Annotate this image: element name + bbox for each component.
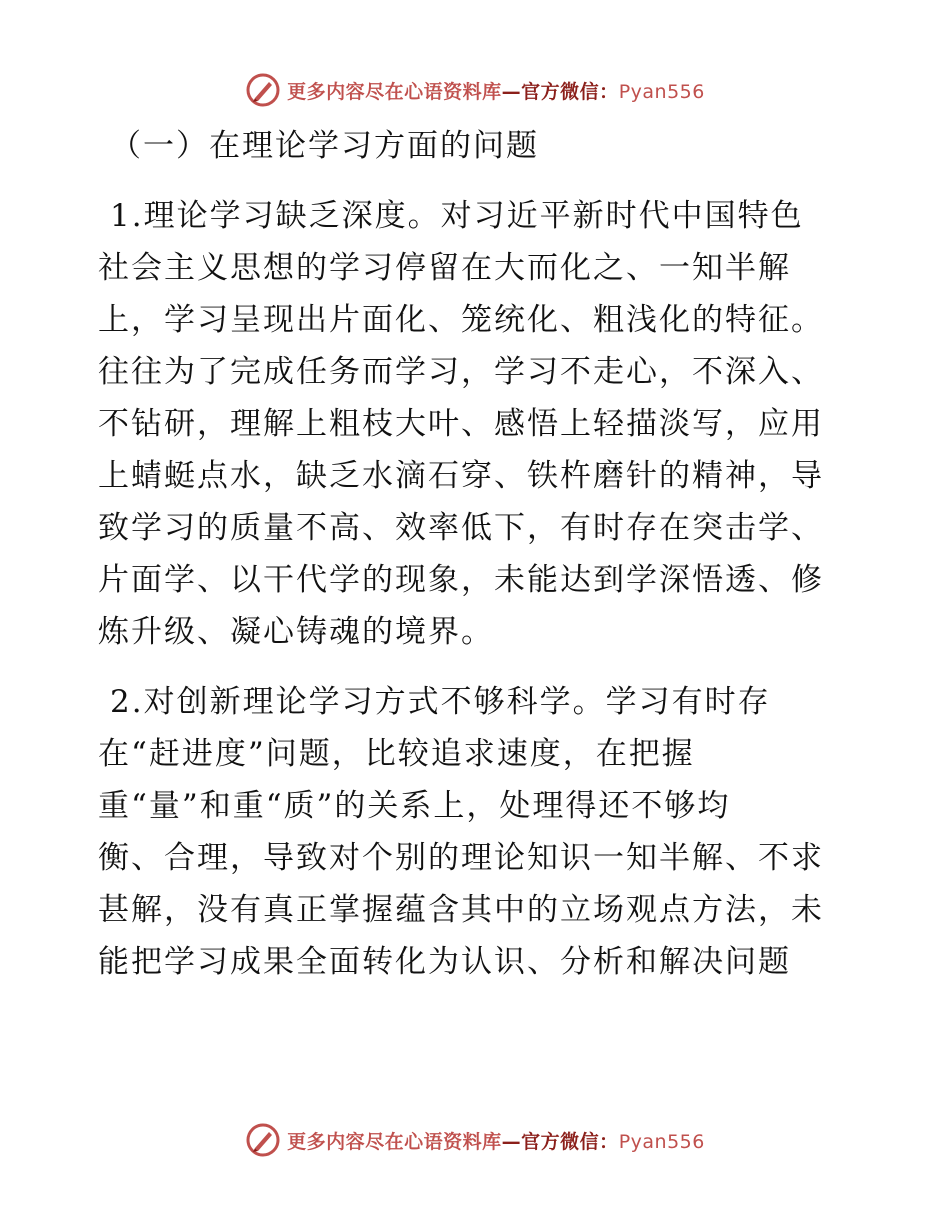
banner-site-name: 更多内容尽在心语资料库 — [287, 1130, 502, 1153]
banner-wechat-label: —官方微信： — [501, 80, 619, 103]
paragraph-line: 能把学习成果全面转化为认识、分析和解决问题 — [98, 944, 791, 980]
paragraph-line: 衡、合理，导致对个别的理论知识一知半解、不求 — [98, 840, 824, 876]
paragraph-1 — [98, 190, 858, 658]
banner-wechat-id: Pyan556 — [618, 1130, 705, 1153]
document-body — [98, 120, 858, 1006]
paragraph-line: 往往为了完成任务而学习，学习不走心，不深入、 — [98, 354, 824, 390]
paragraph-line: 社会主义思想的学习停留在大而化之、一知半解 — [98, 250, 791, 286]
footer-banner — [0, 1120, 950, 1160]
banner-wechat-label: —官方微信： — [501, 1130, 619, 1153]
header-banner — [0, 70, 950, 110]
banner-site-name: 更多内容尽在心语资料库 — [287, 80, 502, 103]
paragraph-line: 2.对创新理论学习方式不够科学。学习有时存 — [110, 684, 771, 720]
paragraph-line: 片面学、以干代学的现象，未能达到学深悟透、修 — [98, 562, 824, 598]
paragraph-line: 上蜻蜓点水，缺乏水滴石穿、铁杵磨针的精神，导 — [98, 458, 824, 494]
paragraph-line: 上，学习呈现出片面化、笼统化、粗浅化的特征。 — [98, 302, 824, 338]
paragraph-line: 炼升级、凝心铸魂的境界。 — [98, 614, 494, 650]
banner-text — [287, 77, 705, 104]
paragraph-line: 在“赶进度”问题，比较追求速度，在把握 — [98, 736, 695, 772]
pen-logo-icon — [245, 72, 281, 108]
paragraph-line: 1.理论学习缺乏深度。对习近平新时代中国特色 — [110, 198, 804, 234]
banner-wechat-id: Pyan556 — [618, 80, 705, 103]
paragraph-line: 致学习的质量不高、效率低下，有时存在突击学、 — [98, 510, 824, 546]
paragraph-line: 甚解，没有真正掌握蕴含其中的立场观点方法，未 — [98, 892, 824, 928]
banner-text — [287, 1127, 705, 1154]
paragraph-line: 重“量”和重“质”的关系上，处理得还不够均 — [98, 788, 731, 824]
paragraph-2 — [98, 676, 858, 988]
paragraph-line: 不钻研，理解上粗枝大叶、感悟上轻描淡写，应用 — [98, 406, 824, 442]
pen-logo-icon — [245, 1122, 281, 1158]
section-heading: （一）在理论学习方面的问题 — [110, 128, 539, 164]
